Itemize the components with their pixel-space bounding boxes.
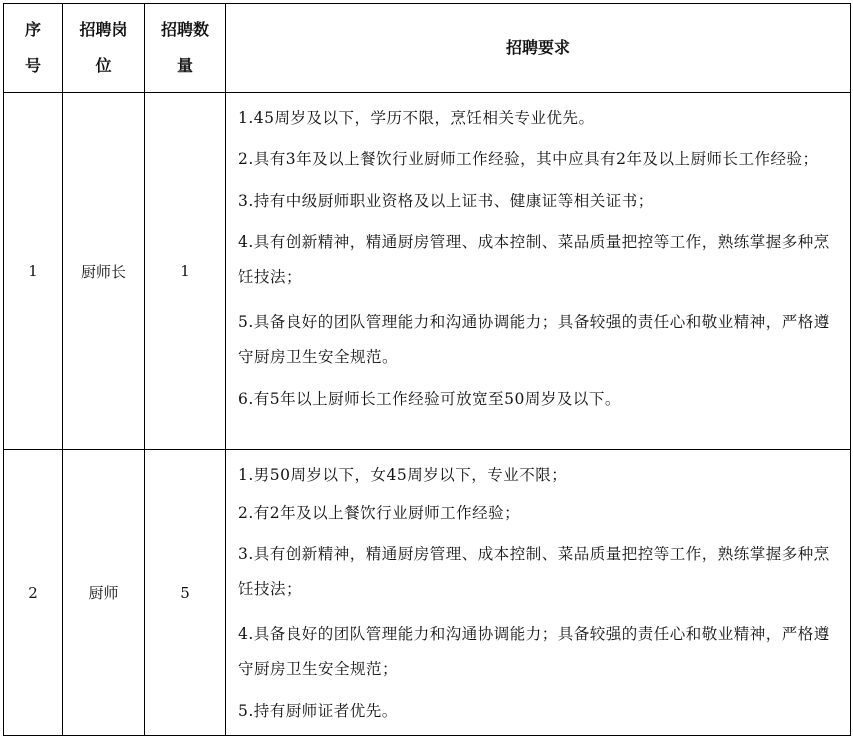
row-position: 厨师长 [63, 93, 145, 450]
row-requirements [226, 93, 851, 450]
row-position: 厨师 [63, 450, 145, 736]
requirement-item: 2.有2年及以上餐饮行业厨师工作经验； [238, 504, 521, 522]
header-row [4, 4, 851, 93]
requirement-item: 1.男50周岁以下，女45周岁以下，专业不限； [238, 466, 568, 484]
header-position-line-1: 招聘岗 [79, 20, 128, 39]
table-row [4, 450, 851, 736]
header-count-line-1: 招聘数 [160, 20, 209, 39]
row-seq: 2 [4, 450, 63, 736]
row-count: 1 [145, 93, 226, 450]
row-seq: 1 [4, 93, 63, 450]
header-requirements-label: 招聘要求 [505, 38, 570, 57]
header-seq [4, 4, 63, 93]
header-requirements [226, 4, 851, 93]
requirement-item: 3.具有创新精神，精通厨房管理、成本控制、菜品质量把控等工作，熟练掌握多种烹饪技法； [238, 545, 830, 598]
header-count-line-2: 量 [176, 56, 193, 75]
requirement-item: 5.持有厨师证者优先。 [238, 702, 398, 720]
requirement-item: 6.有5年以上厨师长工作经验可放宽至50周岁及以下。 [238, 390, 621, 408]
requirement-item: 1.45周岁及以下，学历不限，烹饪相关专业优先。 [238, 109, 595, 127]
requirement-item: 4.具有创新精神，精通厨房管理、成本控制、菜品质量把控等工作，熟练掌握多种烹饪技法； [238, 233, 830, 286]
requirement-item: 3.持有中级厨师职业资格及以上证书、健康证等相关证书； [238, 192, 654, 210]
header-position-line-2: 位 [95, 56, 112, 75]
header-position [63, 4, 145, 93]
header-seq-line-2: 号 [24, 56, 41, 75]
requirement-item: 5.具备良好的团队管理能力和沟通协调能力；具备较强的责任心和敬业精神，严格遵守厨房卫生安全规范。 [238, 313, 830, 366]
requirement-item: 4.具备良好的团队管理能力和沟通协调能力；具备较强的责任心和敬业精神，严格遵守厨房卫生安全规范； [238, 625, 830, 678]
recruitment-table [3, 3, 851, 736]
requirement-item: 2.具有3年及以上餐饮行业厨师工作经验，其中应具有2年及以上厨师长工作经验； [238, 150, 819, 168]
table-row [4, 93, 851, 450]
row-requirements [226, 450, 851, 736]
header-count [145, 4, 226, 93]
row-count: 5 [145, 450, 226, 736]
header-seq-line-1: 序 [24, 20, 41, 39]
